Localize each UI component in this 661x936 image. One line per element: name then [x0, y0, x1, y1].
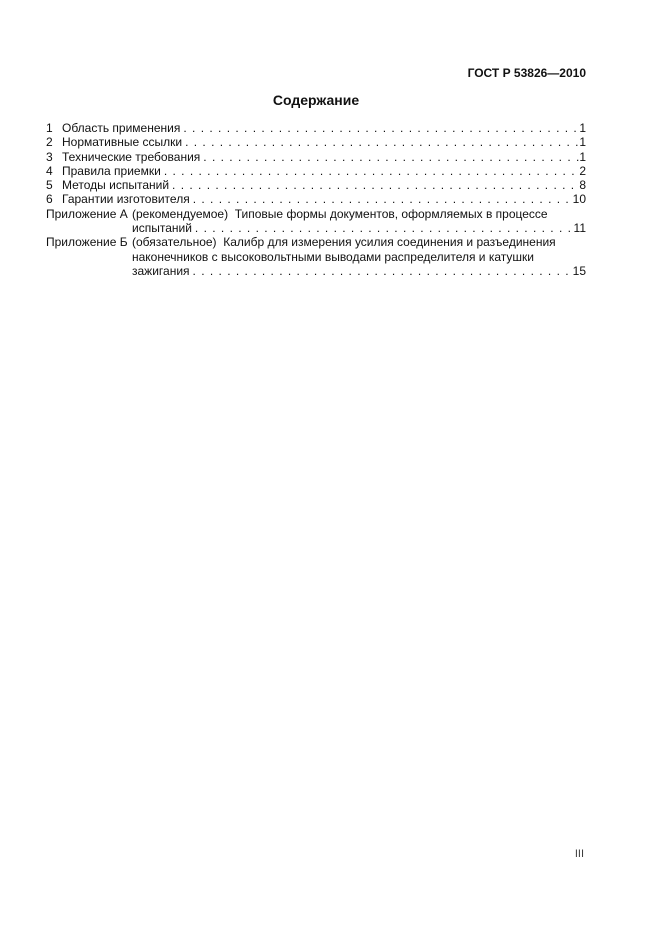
appendix-last-text: испытаний — [132, 221, 192, 236]
toc-entry-label: Область применения — [62, 121, 181, 135]
contents-title: Содержание — [272, 92, 360, 108]
toc-entry — [46, 135, 586, 149]
dot-leader — [182, 135, 579, 149]
toc-entry — [46, 150, 586, 164]
toc-entry-label: Нормативные ссылки — [62, 135, 183, 150]
toc-entry-number: 6 — [46, 192, 53, 207]
toc-entry — [46, 164, 586, 178]
dot-leader — [180, 121, 579, 135]
doc-number: ГОСТ Р 53826—2010 — [467, 66, 586, 80]
appendix-text-line: (рекомендуемое) Типовые формы документов, оформляемых в процессе — [132, 206, 548, 221]
toc-appendix-b — [46, 235, 586, 278]
toc-entry-page: 8 — [579, 178, 586, 193]
toc-entry-number: 2 — [46, 135, 53, 150]
toc-entry-label: Правила приемки — [62, 163, 161, 178]
toc-entry-page: 1 — [579, 135, 586, 150]
appendix-last-line — [132, 221, 586, 235]
appendix-last-line — [132, 264, 586, 278]
toc-entry — [46, 178, 586, 192]
appendix-body — [132, 235, 586, 278]
dot-leader — [190, 264, 573, 278]
toc-entry-page: 2 — [579, 163, 586, 178]
appendix-body — [132, 207, 586, 236]
toc-entry-label: Методы испытаний — [62, 178, 170, 193]
appendix-text-line: (обязательное) Калибр для измерения усилия соединения и разъединения — [132, 235, 556, 250]
toc-entry-page: 15 — [572, 263, 586, 278]
page-number-folio: III — [574, 848, 584, 860]
toc-entry — [46, 192, 586, 206]
dot-leader — [192, 221, 574, 235]
toc-entry-number: 4 — [46, 163, 53, 178]
toc-entry-page: 1 — [579, 121, 586, 135]
toc-entry-page: 11 — [573, 221, 586, 236]
toc-appendix-a — [46, 207, 586, 236]
dot-leader — [190, 192, 573, 206]
toc-entry-page: 1 — [579, 149, 586, 164]
toc-entry-number: 5 — [46, 178, 53, 193]
appendix-label: Приложение А — [46, 206, 128, 221]
toc-entry — [46, 121, 586, 135]
toc-entry-number: 3 — [46, 149, 53, 164]
dot-leader — [200, 150, 579, 164]
toc-entry-label: Технические требования — [62, 149, 201, 164]
appendix-label: Приложение Б — [46, 235, 128, 250]
toc-entry-number: 1 — [46, 121, 53, 135]
appendix-last-text: зажигания — [132, 263, 190, 278]
appendix-text-line: наконечников с высоковольтными выводами распределителя и катушки — [132, 249, 534, 264]
toc-entry-page: 10 — [572, 192, 586, 207]
table-of-contents — [46, 121, 586, 278]
dot-leader — [169, 178, 579, 192]
dot-leader — [161, 164, 580, 178]
toc-entry-label: Гарантии изготовителя — [62, 192, 190, 207]
